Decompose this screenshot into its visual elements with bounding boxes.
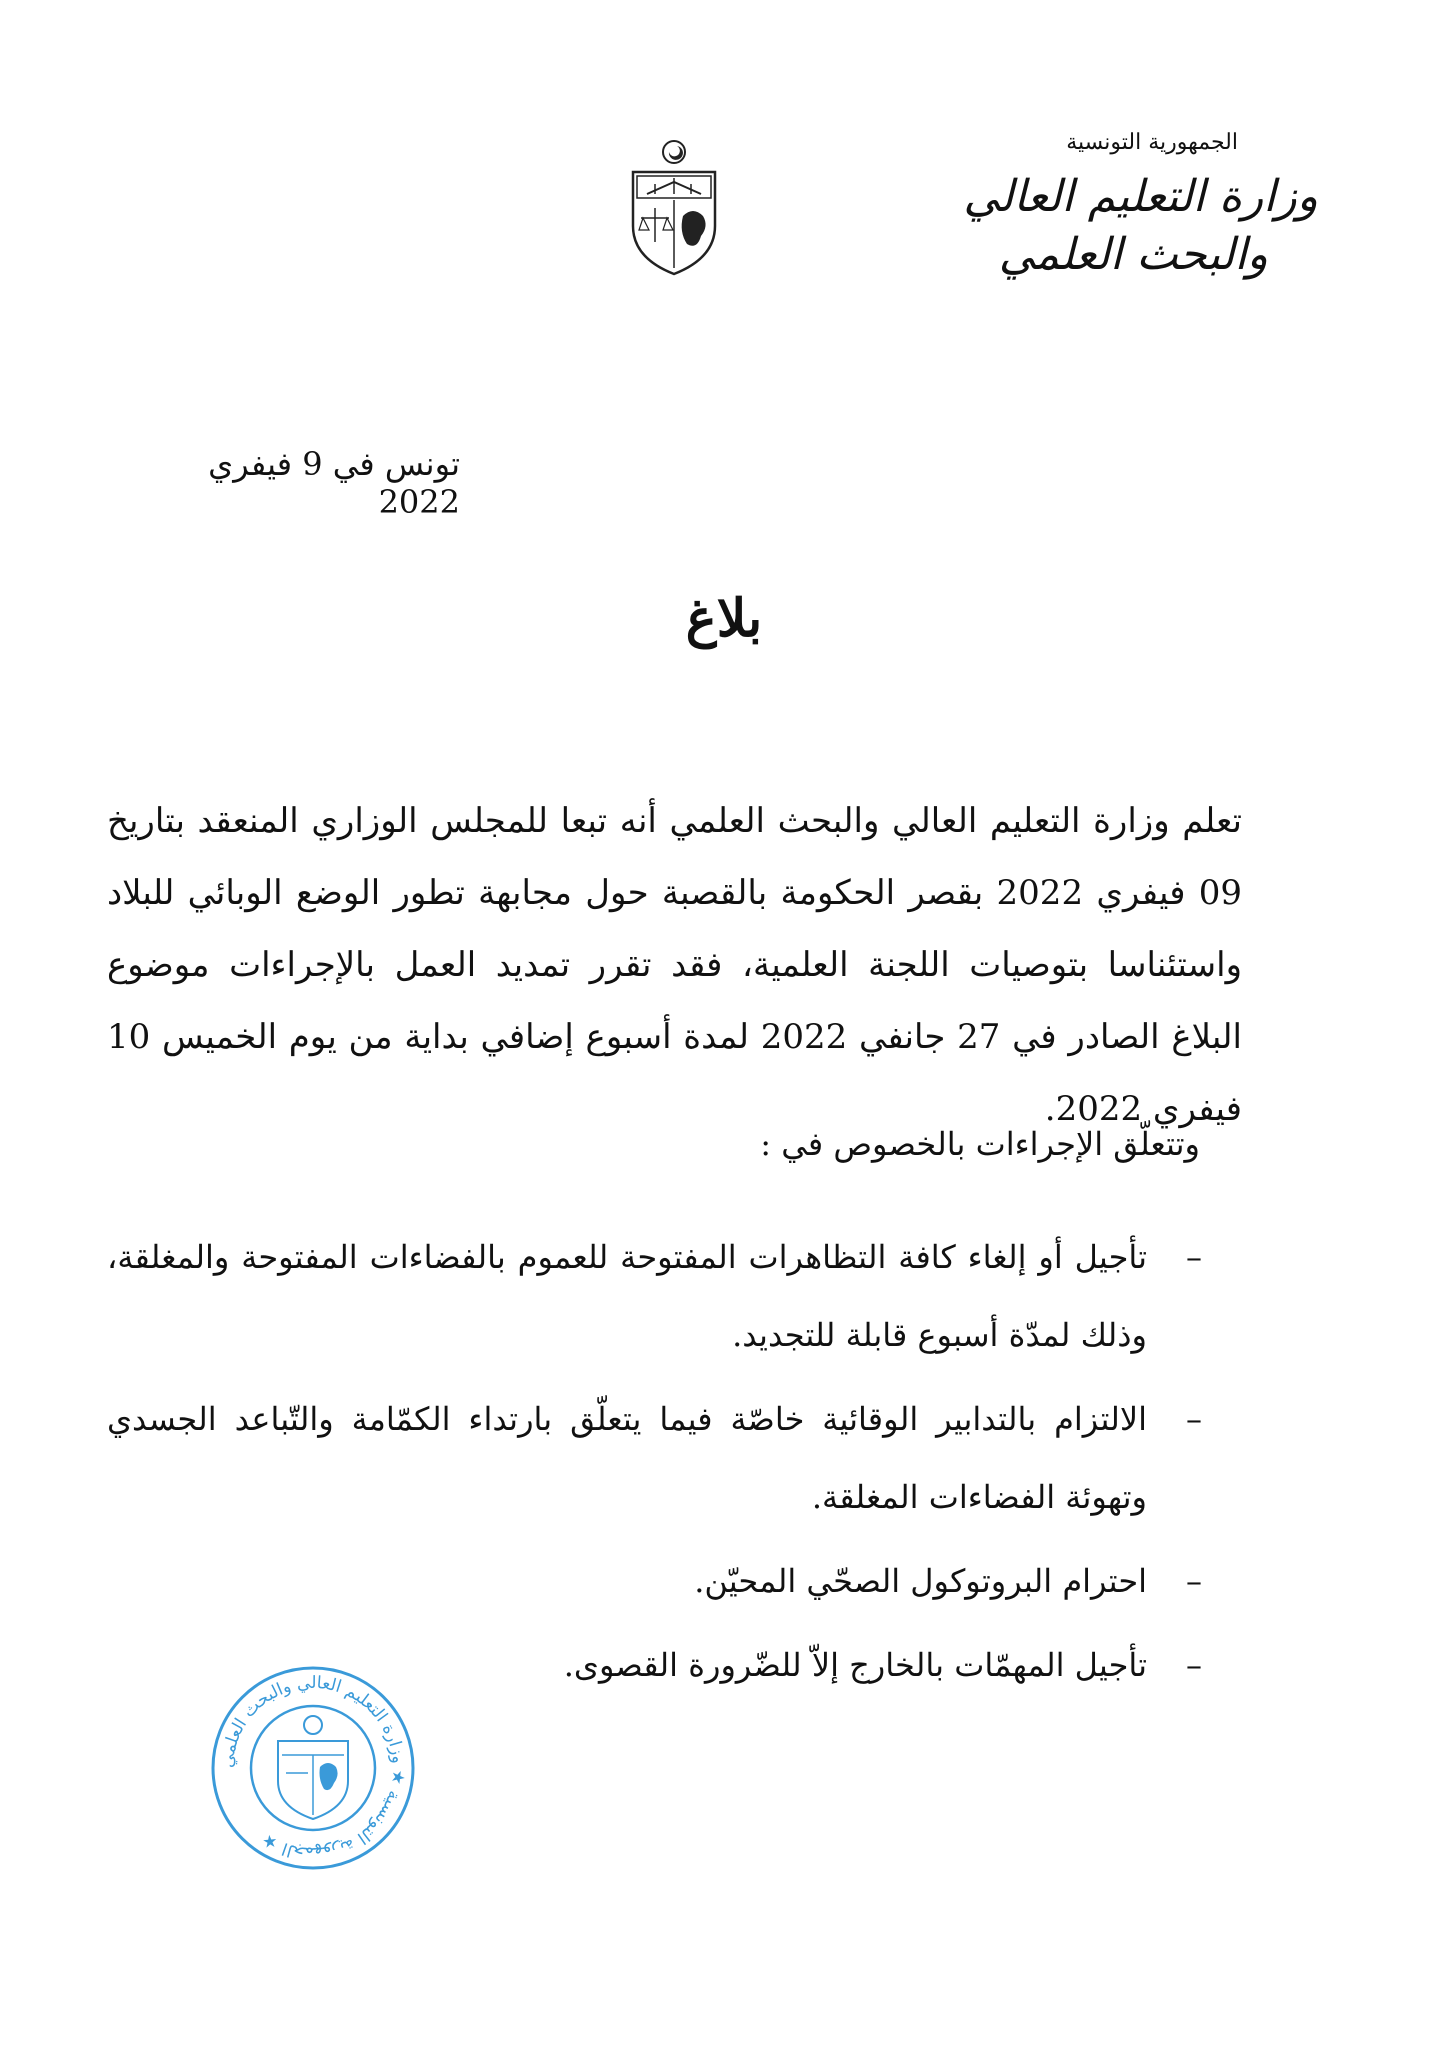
tunisia-coat-of-arms-icon (625, 138, 723, 278)
measure-text: احترام البروتوكول الصحّي المحيّن. (694, 1562, 1147, 1600)
letterhead (958, 130, 1378, 285)
letterhead-ministry: وزارة التعليم العالي (963, 171, 1318, 222)
measure-text: تأجيل أو إلغاء كافة التظاهرات المفتوحة للعموم بالفضاءات المفتوحة والمغلقة، وذلك لمدّة أسبوع قابلة للتجديد. (107, 1238, 1147, 1354)
date-line: تونس في 9 فيفري 2022 (208, 445, 460, 521)
measure-text: الالتزام بالتدابير الوقائية خاصّة فيما يتعلّق بارتداء الكمّامة والتّباعد الجسدي وتهوئة الفضاءات المغلقة. (107, 1400, 1147, 1516)
document-title: بلاغ (685, 588, 763, 649)
ministry-seal-stamp (208, 1663, 418, 1873)
body-paragraph: تعلم وزارة التعليم العالي والبحث العلمي أنه تبعا للمجلس الوزاري المنعقد بتاريخ 09 فيفري 2022 بقصر الحكومة بالقصبة حول مجابهة تطور الوضع الوبائي للبلاد واستئناسا بتوصيات اللجنة العلمية، فقد تقرر تمديد العمل بالإجراءات موضوع البلاغ الصادر في 27 جانفي 2022 لمدة أسبوع إضافي بداية من يوم الخميس 10 فيفري 2022. (107, 801, 1243, 1129)
list-marker: – (1186, 1646, 1202, 1684)
list-marker: – (1186, 1238, 1202, 1276)
list-marker: – (1186, 1400, 1202, 1438)
list-item (107, 1380, 1202, 1536)
letterhead-republic: الجمهورية التونسية (1066, 130, 1238, 155)
list-item (107, 1218, 1202, 1374)
list-item (107, 1542, 1202, 1620)
measures-intro: وتتعلّق الإجراءات بالخصوص في : (760, 1125, 1200, 1163)
seal-ring-text: الجمهورية التونسية ★ وزارة التعليم العالي والبحث العلمي ★ (217, 1672, 409, 1864)
measure-text: تأجيل المهمّات بالخارج إلاّ للضّرورة القصوى. (563, 1646, 1147, 1684)
letterhead-research: والبحث العلمي (998, 229, 1268, 280)
measures-list (107, 1218, 1202, 1710)
list-marker: – (1186, 1562, 1202, 1600)
